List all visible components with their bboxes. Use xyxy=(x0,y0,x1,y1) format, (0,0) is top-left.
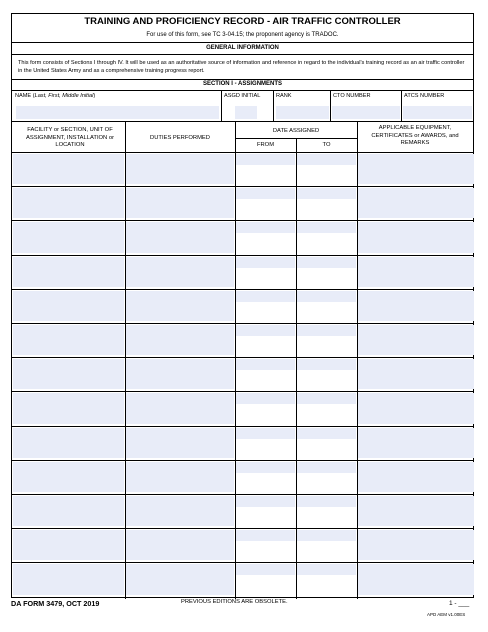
obsolete-notice: PREVIOUS EDITIONS ARE OBSOLETE. xyxy=(181,599,288,605)
from-date-cell[interactable] xyxy=(236,188,295,199)
to-date-cell[interactable] xyxy=(297,154,356,165)
remarks-cell[interactable] xyxy=(358,325,474,355)
row-divider xyxy=(12,494,473,495)
row-divider xyxy=(12,460,473,461)
asgd-initial-field[interactable] xyxy=(235,106,257,119)
form-frame xyxy=(11,13,474,598)
remarks-cell[interactable] xyxy=(358,428,474,458)
to-date-cell[interactable] xyxy=(297,291,356,302)
row-divider xyxy=(12,323,473,324)
divider xyxy=(12,54,473,55)
facility-cell[interactable] xyxy=(13,462,124,492)
remarks-cell[interactable] xyxy=(358,188,474,218)
section-one-heading: SECTION I - ASSIGNMENTS xyxy=(202,81,283,87)
duties-cell[interactable] xyxy=(126,496,234,526)
duties-cell[interactable] xyxy=(126,564,234,594)
from-date-cell[interactable] xyxy=(236,564,295,575)
to-date-cell[interactable] xyxy=(297,564,356,575)
from-date-cell[interactable] xyxy=(236,359,295,370)
row-divider xyxy=(12,255,473,256)
from-date-cell[interactable] xyxy=(236,325,295,336)
remarks-cell[interactable] xyxy=(358,291,474,321)
row-divider xyxy=(12,391,473,392)
name-label: NAME (Last, First, Middle Initial) xyxy=(15,93,96,99)
form-subtitle: For use of this form, see TC 3-04.15; the proponent agency is TRADOC. xyxy=(146,32,339,38)
facility-cell[interactable] xyxy=(13,222,124,252)
row-divider xyxy=(12,357,473,358)
facility-cell[interactable] xyxy=(13,325,124,355)
page-number: 1 - ___ xyxy=(449,600,470,607)
to-date-cell[interactable] xyxy=(297,188,356,199)
general-info-text: This form consists of Sections I through IV. It will be used as an authoritative source of information and reference in regard to the individual's training record as an air traffic controller in the United States Army and as a comprehensive training progress report. xyxy=(18,60,465,74)
from-date-cell[interactable] xyxy=(236,257,295,268)
column-header-from: FROM xyxy=(256,142,275,148)
duties-cell[interactable] xyxy=(126,188,234,218)
row-divider xyxy=(12,528,473,529)
facility-cell[interactable] xyxy=(13,564,124,594)
duties-cell[interactable] xyxy=(126,222,234,252)
to-date-cell[interactable] xyxy=(297,359,356,370)
column-header-equipment: APPLICABLE EQUIPMENT, CERTIFICATES or AWARDS, and REMARKS xyxy=(371,125,459,146)
divider xyxy=(12,152,473,153)
divider xyxy=(12,121,473,122)
facility-cell[interactable] xyxy=(13,530,124,560)
duties-cell[interactable] xyxy=(126,291,234,321)
from-date-cell[interactable] xyxy=(236,291,295,302)
divider xyxy=(12,79,473,80)
divider xyxy=(12,42,473,43)
to-date-cell[interactable] xyxy=(297,462,356,473)
facility-cell[interactable] xyxy=(13,257,124,287)
duties-cell[interactable] xyxy=(126,530,234,560)
from-date-cell[interactable] xyxy=(236,530,295,541)
from-date-cell[interactable] xyxy=(236,428,295,439)
form-number: DA FORM 3479, OCT 2019 xyxy=(11,599,100,608)
to-date-cell[interactable] xyxy=(297,496,356,507)
duties-cell[interactable] xyxy=(126,359,234,389)
atcs-number-label: ATCS NUMBER xyxy=(404,93,445,99)
remarks-cell[interactable] xyxy=(358,222,474,252)
remarks-cell[interactable] xyxy=(358,530,474,560)
to-date-cell[interactable] xyxy=(297,530,356,541)
duties-cell[interactable] xyxy=(126,428,234,458)
column-header-facility: FACILITY or SECTION, UNIT OF ASSIGNMENT, INSTALLATION or LOCATION xyxy=(25,127,115,148)
divider xyxy=(401,90,402,121)
to-date-cell[interactable] xyxy=(297,325,356,336)
duties-cell[interactable] xyxy=(126,325,234,355)
duties-cell[interactable] xyxy=(126,393,234,423)
from-date-cell[interactable] xyxy=(236,222,295,233)
cto-number-field[interactable] xyxy=(332,106,400,119)
facility-cell[interactable] xyxy=(13,359,124,389)
facility-cell[interactable] xyxy=(13,154,124,184)
column-header-date-assigned: DATE ASSIGNED xyxy=(272,128,320,134)
cto-number-label: CTO NUMBER xyxy=(333,93,371,99)
facility-cell[interactable] xyxy=(13,496,124,526)
rank-label: RANK xyxy=(276,93,292,99)
duties-cell[interactable] xyxy=(126,154,234,184)
general-info-heading: GENERAL INFORMATION xyxy=(206,45,279,51)
rank-field[interactable] xyxy=(276,106,329,119)
version-label: APD AEM v1.00ES xyxy=(427,612,466,617)
from-date-cell[interactable] xyxy=(236,154,295,165)
divider xyxy=(221,90,222,121)
to-date-cell[interactable] xyxy=(297,393,356,404)
to-date-cell[interactable] xyxy=(297,222,356,233)
from-date-cell[interactable] xyxy=(236,496,295,507)
remarks-cell[interactable] xyxy=(358,154,474,184)
atcs-number-field[interactable] xyxy=(403,106,472,119)
column-header-duties: DUTIES PERFORMED xyxy=(150,135,210,141)
to-date-cell[interactable] xyxy=(297,428,356,439)
duties-cell[interactable] xyxy=(126,257,234,287)
asgd-initial-label: ASGD INITIAL xyxy=(224,93,261,99)
row-divider xyxy=(12,186,473,187)
divider xyxy=(12,90,473,91)
duties-cell[interactable] xyxy=(126,462,234,492)
name-field[interactable] xyxy=(16,106,219,119)
row-divider xyxy=(12,220,473,221)
remarks-cell[interactable] xyxy=(358,496,474,526)
row-divider xyxy=(12,426,473,427)
form-title: TRAINING AND PROFICIENCY RECORD - AIR TRAFFIC CONTROLLER xyxy=(84,16,401,27)
remarks-cell[interactable] xyxy=(358,564,474,594)
remarks-cell[interactable] xyxy=(358,257,474,287)
remarks-cell[interactable] xyxy=(358,462,474,492)
row-divider xyxy=(12,289,473,290)
row-divider xyxy=(12,562,473,563)
from-date-cell[interactable] xyxy=(236,393,295,404)
remarks-cell[interactable] xyxy=(358,359,474,389)
remarks-cell[interactable] xyxy=(358,393,474,423)
facility-cell[interactable] xyxy=(13,188,124,218)
divider xyxy=(330,90,331,121)
facility-cell[interactable] xyxy=(13,393,124,423)
facility-cell[interactable] xyxy=(13,291,124,321)
to-date-cell[interactable] xyxy=(297,257,356,268)
column-header-to: TO xyxy=(322,142,331,148)
facility-cell[interactable] xyxy=(13,428,124,458)
from-date-cell[interactable] xyxy=(236,462,295,473)
divider xyxy=(273,90,274,121)
